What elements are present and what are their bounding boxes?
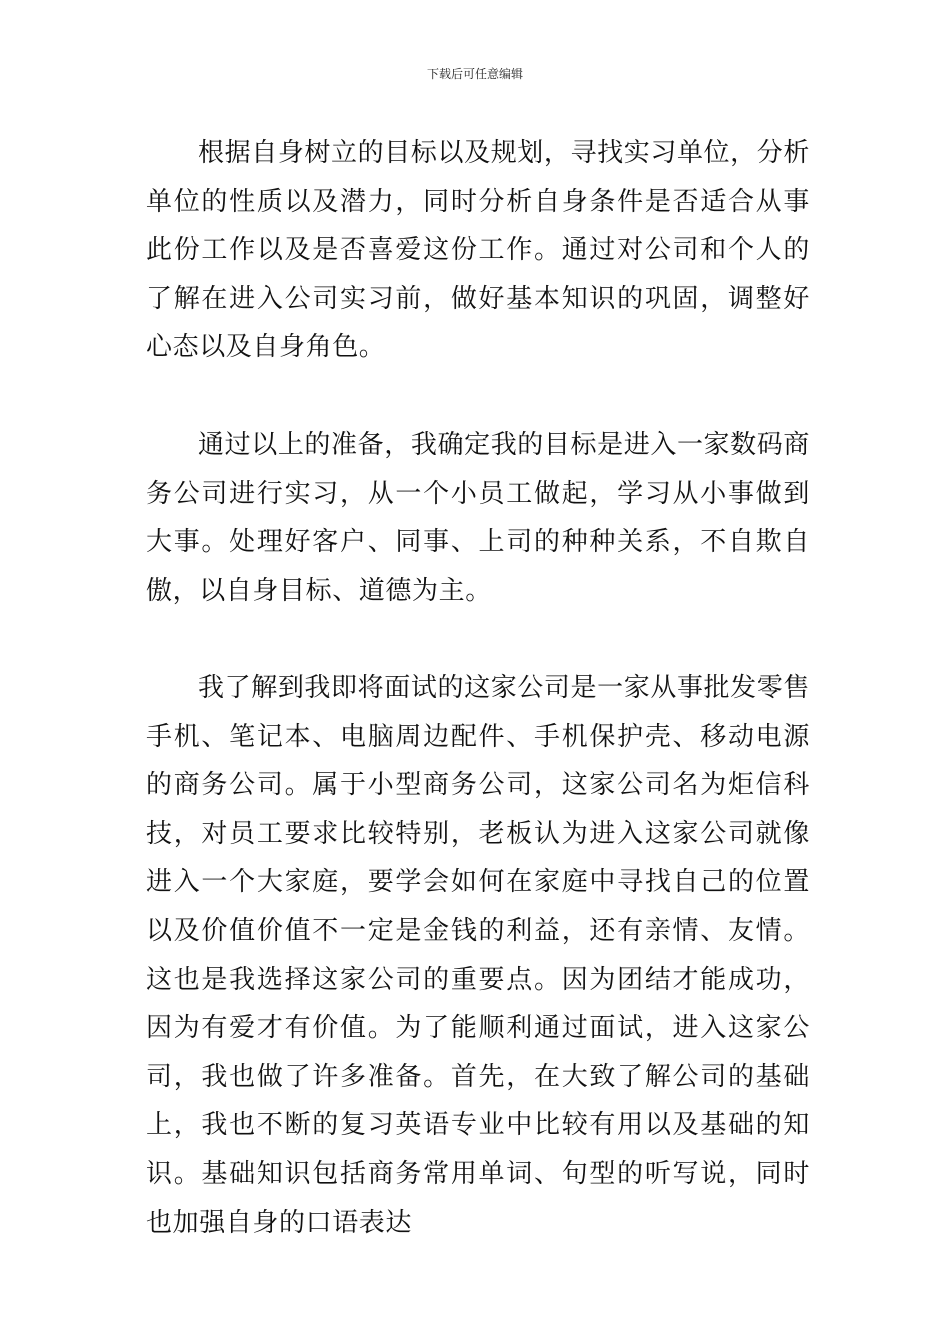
paragraph-3: 我了解到我即将面试的这家公司是一家从事批发零售手机、笔记本、电脑周边配件、手机保护壳、移动电源的商务公司。属于小型商务公司，这家公司名为炬信科技，对员工要求比较特别，老板认为进入这家公司就像进入一个大家庭，要学会如何在家庭中寻找自己的位置以及价值价值不一定是金钱的利益，还有亲情、友情。这也是我选择这家公司的重要点。因为团结才能成功，因为有爱才有价值。为了能顺利通过面试，进入这家公司，我也做了许多准备。首先，在大致了解公司的基础上，我也不断的复习英语专业中比较有用以及基础的知识。基础知识包括商务常用单词、句型的听写说，同时也加强自身的口语表达 xyxy=(146,673,810,1238)
paragraph-1: 根据自身树立的目标以及规划，寻找实习单位，分析单位的性质以及潜力，同时分析自身条件是否适合从事此份工作以及是否喜爱这份工作。通过对公司和个人的了解在进入公司实习前，做好基本知识的巩固，调整好心态以及自身角色。 xyxy=(146,138,810,363)
page-header: 下载后可任意编辑 xyxy=(426,67,523,81)
paragraph-2: 通过以上的准备，我确定我的目标是进入一家数码商务公司进行实习，从一个小员工做起，学习从小事做到大事。处理好客户、同事、上司的种种关系，不自欺自傲，以自身目标、道德为主。 xyxy=(146,430,810,606)
